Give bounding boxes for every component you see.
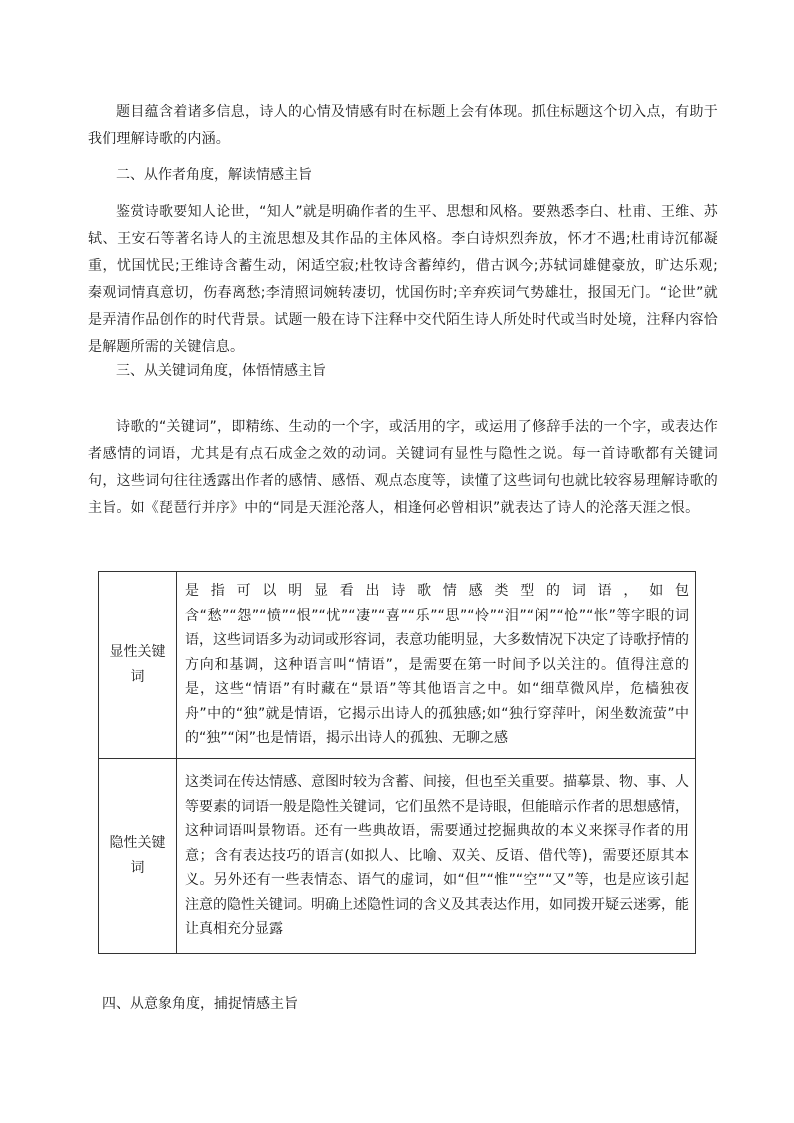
implicit-keyword-label: 隐性关键词 [99,759,177,954]
section-3-heading: 三、从关键词角度，体悟情感主旨 [116,363,326,379]
explicit-keyword-content: 是指可以明显看出诗歌情感类型的词语，如包含“愁”“怨”“愤”“恨”“忧”“凄”“喜”“乐”“思”“怜”“泪”“闲”“怆”“怅”等字眼的词语，这些词语多为动词或形容词，表意功能明显，大多数情况下决定了诗歌抒情的方向和基调，这种语言叫“情语”，是需要在第一时间予以关注的。值得注意的是，这些“情语”有时藏在“景语”等其他语言之中。如“细草微风岸，危樯独夜舟”中的“独”就是情语，它揭示出诗人的孤独感;如“独行穿萍叶，闲坐数流萤”中的“独”“闲”也是情语，揭示出诗人的孤独、无聊之感 [177,572,696,759]
table-row [99,759,696,954]
implicit-keyword-content: 这类词在传达情感、意图时较为含蓄、间接，但也至关重要。描摹景、物、事、人等要素的词语一般是隐性关键词，它们虽然不是诗眼，但能暗示作者的思想感情，这种词语叫景物语。还有一些典故语，需要通过挖掘典故的本义来探寻作者的用意；含有表达技巧的语言(如拟人、比喻、双关、反语、借代等)，需要还原其本义。另外还有一些表情态、语气的虚词，如“但”“惟”“空”“又”等，也是应该引起注意的隐性关键词。明确上述隐性词的含义及其表达作用，如同拨开疑云迷雾，能让真相充分显露 [177,759,696,954]
intro-paragraph: 题目蕴含着诸多信息，诗人的心情及情感有时在标题上会有体现。抓住标题这个切入点，有助于我们理解诗歌的内涵。 [88,104,718,147]
table-row [99,572,696,759]
section-2-heading: 二、从作者角度，解读情感主旨 [116,167,312,183]
keyword-table [98,571,696,954]
section-4-heading: 四、从意象角度，捕捉情感主旨 [102,996,298,1012]
section-3-paragraph: 诗歌的“关键词”，即精练、生动的一个字，或活用的字，或运用了修辞手法的一个字，或表达作者感情的词语，尤其是有点石成金之效的动词。关键词有显性与隐性之说。每一首诗歌都有关键词句，这些词句往往透露出作者的感情、感悟、观点态度等，读懂了这些词句也就比较容易理解诗歌的主旨。如《琵琶行并序》中的“同是天涯沦落人，相逢何必曾相识”就表达了诗人的沦落天涯之恨。 [88,419,718,516]
section-2-paragraph: 鉴赏诗歌要知人论世，“知人”就是明确作者的生平、思想和风格。要熟悉李白、杜甫、王维、苏轼、王安石等著名诗人的主流思想及其作品的主体风格。李白诗炽烈奔放，怀才不遇;杜甫诗沉郁凝重，忧国忧民;王维诗含蓄生动，闲适空寂;杜牧诗含蓄绰约，借古讽今;苏轼词雄健豪放，旷达乐观;秦观词情真意切，伤春离愁;李清照词婉转凄切，忧国伤时;辛弃疾词气势雄壮，报国无门。“论世”就是弄清作品创作的时代背景。试题一般在诗下注释中交代陌生诗人所处时代或当时处境，注释内容恰是解题所需的关键信息。 [88,204,718,355]
explicit-keyword-label: 显性关键词 [99,572,177,759]
